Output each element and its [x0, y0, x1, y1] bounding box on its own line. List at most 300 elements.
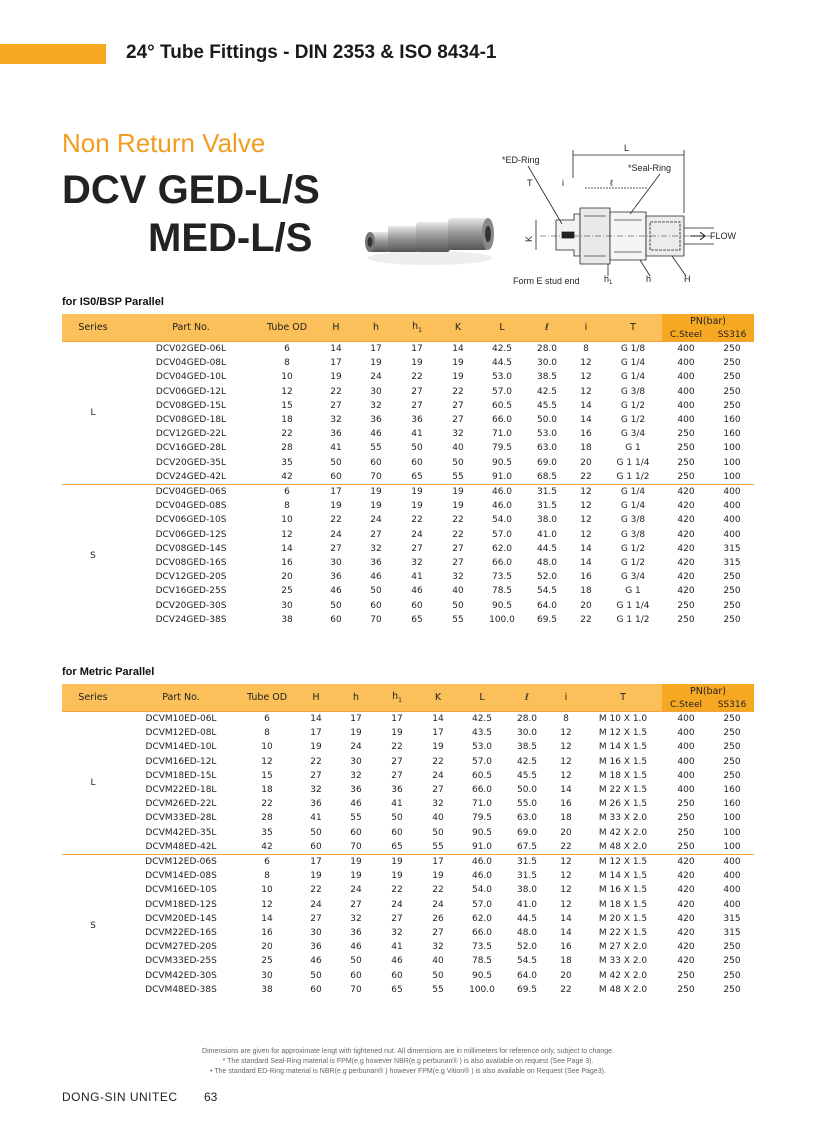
table-cell: 50	[310, 970, 322, 981]
dim-h: h	[646, 274, 652, 284]
table-cell: 100.0	[489, 614, 515, 625]
table-cell: 19	[396, 485, 438, 500]
table-cell: 53.0	[471, 742, 493, 753]
metric-section-title: for Metric Parallel	[62, 666, 155, 678]
table-cell: 100	[723, 813, 741, 824]
table-cell: 42	[261, 841, 273, 852]
table-cell: 42.5	[516, 756, 538, 767]
table-cell: 30	[261, 970, 273, 981]
column-header: i	[548, 684, 584, 712]
table-cell: 315	[723, 928, 741, 939]
table-cell: 36	[370, 558, 382, 569]
table-cell: 400	[677, 358, 695, 369]
table-cell: 43.5	[471, 728, 493, 739]
table-cell: 71.0	[471, 799, 493, 810]
table-cell: 38	[261, 984, 273, 995]
table-cell: 250	[723, 728, 741, 739]
table-cell: 10	[261, 885, 273, 896]
table-cell: 250	[723, 586, 741, 597]
table-cell: 54.5	[536, 586, 558, 597]
table-cell: G 1	[625, 586, 641, 597]
table-cell: 27	[432, 785, 444, 796]
page-header-title: 24° Tube Fittings - DIN 2353 & ISO 8434-1	[126, 42, 497, 63]
technical-drawing	[500, 138, 775, 293]
table-cell: M 18 X 1.5	[598, 770, 648, 781]
column-header: H	[296, 684, 336, 712]
footnote-ed-ring: • The standard ED-Ring material is NBR(e.g perbunan® ) however FPM(e.g Vition® ) is also available on Request (See Page3).	[210, 1068, 606, 1075]
table-cell: 400	[710, 855, 754, 870]
table-cell: 27	[452, 558, 464, 569]
table-cell: 40	[452, 586, 464, 597]
table-cell: 315	[723, 913, 741, 924]
table-cell: 90.5	[491, 457, 513, 468]
table-cell: 22	[330, 386, 342, 397]
table-cell: 315	[723, 543, 741, 554]
table-cell: 50	[452, 457, 464, 468]
table-cell: 400	[677, 372, 695, 383]
part-number-cell: DCVM27ED-20S	[145, 942, 217, 953]
table-cell: 12	[560, 770, 572, 781]
table-cell: 22	[411, 515, 423, 526]
table-cell: 18	[560, 813, 572, 824]
table-row	[62, 926, 754, 940]
part-number-cell: DCVM16ED-12L	[145, 756, 217, 767]
table-cell: M 16 X 1.5	[598, 756, 648, 767]
table-cell: 22	[330, 515, 342, 526]
table-cell: M 33 X 2.0	[598, 956, 648, 967]
table-cell: 19	[370, 358, 382, 369]
table-cell: 10	[281, 515, 293, 526]
table-cell: M 22 X 1.5	[598, 928, 648, 939]
table-cell: 20	[560, 970, 572, 981]
table-cell: 22	[391, 885, 403, 896]
table-cell: 250	[723, 956, 741, 967]
table-cell: 27	[411, 400, 423, 411]
table-row	[62, 499, 754, 513]
table-cell: M 26 X 1.5	[598, 799, 648, 810]
table-cell: 12	[560, 742, 572, 753]
table-cell: 315	[723, 558, 741, 569]
table-cell: 24	[432, 770, 444, 781]
table-cell: 42.5	[458, 712, 506, 727]
table-cell: 60	[330, 471, 342, 482]
table-cell: G 1/2	[620, 415, 646, 426]
table-cell: 17	[356, 342, 396, 357]
table-cell: 50	[330, 600, 342, 611]
column-header: T	[584, 684, 662, 712]
table-cell: 12	[548, 855, 584, 870]
column-header: h	[336, 684, 376, 712]
table-cell: 32	[432, 942, 444, 953]
pn-bar-header: PN(bar)	[662, 684, 754, 699]
column-header: Part No.	[124, 314, 258, 342]
table-cell: 50.0	[536, 415, 558, 426]
table-cell: 79.5	[491, 443, 513, 454]
table-cell: M 18 X 1.5	[598, 899, 648, 910]
table-cell: 36	[330, 572, 342, 583]
table-cell: 400	[677, 785, 695, 796]
table-cell: 420	[662, 485, 710, 500]
dim-L: L	[624, 143, 630, 153]
table-cell: 46	[411, 586, 423, 597]
table-cell: G 3/8	[620, 386, 646, 397]
part-number-cell: DCVM42ED-30S	[145, 970, 217, 981]
table-cell: M 20 X 1.5	[598, 913, 648, 924]
table-cell: 30	[330, 558, 342, 569]
part-number-cell: DCV04GED-10L	[155, 372, 227, 383]
table-cell: 250	[677, 813, 695, 824]
table-cell: 250	[723, 386, 741, 397]
part-number-cell: DCV08GED-14S	[155, 543, 227, 554]
table-cell: 79.5	[471, 813, 493, 824]
table-cell: 250	[677, 471, 695, 482]
table-cell: 32	[391, 928, 403, 939]
table-cell: 71.0	[491, 429, 513, 440]
table-cell: 62.0	[491, 543, 513, 554]
table-cell: 66.0	[471, 785, 493, 796]
table-cell: 17	[316, 485, 356, 500]
table-cell: 50	[432, 970, 444, 981]
table-cell: 10	[281, 372, 293, 383]
table-cell: 32	[432, 799, 444, 810]
table-cell: 17	[418, 855, 458, 870]
table-cell: 32	[310, 785, 322, 796]
table-cell: 55	[350, 813, 362, 824]
table-cell: 24	[391, 899, 403, 910]
iso-spec-table	[62, 314, 754, 627]
table-cell: 19	[356, 485, 396, 500]
table-cell: 22	[281, 429, 293, 440]
table-cell: 22	[261, 799, 273, 810]
table-cell: 35	[281, 457, 293, 468]
table-cell: 38.0	[516, 885, 538, 896]
series-cell: S	[62, 855, 124, 998]
table-cell: 250	[677, 457, 695, 468]
table-cell: 60	[310, 841, 322, 852]
table-cell: 420	[662, 855, 710, 870]
table-cell: 73.5	[491, 572, 513, 583]
series-cell: L	[62, 342, 124, 485]
table-cell: 420	[677, 928, 695, 939]
part-number-cell: DCV16GED-25S	[155, 586, 227, 597]
series-cell: L	[62, 712, 124, 855]
part-number-cell: DCV08GED-16S	[155, 558, 227, 569]
part-number-cell: DCVM14ED-10L	[145, 742, 217, 753]
table-cell: 32	[350, 770, 362, 781]
table-cell: 65	[411, 471, 423, 482]
table-cell: 19	[376, 855, 418, 870]
table-row	[62, 898, 754, 912]
table-cell: G 1	[625, 443, 641, 454]
table-cell: M 42 X 2.0	[598, 970, 648, 981]
table-cell: 36	[350, 785, 362, 796]
table-cell: 400	[677, 770, 695, 781]
table-cell: 24	[411, 529, 423, 540]
table-cell: 30	[281, 600, 293, 611]
table-cell: 60	[370, 457, 382, 468]
table-row	[62, 528, 754, 542]
table-cell: 22	[560, 841, 572, 852]
table-cell: 30.0	[536, 358, 558, 369]
part-number-cell: DCVM42ED-35L	[145, 827, 217, 838]
series-cell: S	[62, 485, 124, 628]
part-number-cell: DCVM20ED-14S	[145, 913, 217, 924]
table-cell: 60.5	[491, 400, 513, 411]
table-cell: 250	[677, 970, 695, 981]
table-cell: 63.0	[536, 443, 558, 454]
table-row	[62, 427, 754, 441]
material-header: C.Steel	[662, 699, 710, 712]
table-cell: 18	[580, 586, 592, 597]
table-row	[62, 342, 754, 357]
table-cell: 66.0	[471, 928, 493, 939]
table-cell: 12	[281, 529, 293, 540]
table-cell: 17	[296, 855, 336, 870]
part-number-cell: DCVM48ED-42L	[145, 841, 217, 852]
table-cell: 19	[391, 728, 403, 739]
table-cell: 400	[677, 400, 695, 411]
table-cell: 19	[411, 358, 423, 369]
table-cell: 19	[452, 501, 464, 512]
table-cell: 14	[296, 712, 336, 727]
table-cell: 30.0	[516, 728, 538, 739]
table-cell: 18	[580, 443, 592, 454]
table-cell: G 1 1/2	[616, 614, 650, 625]
table-cell: 46	[350, 942, 362, 953]
table-row	[62, 470, 754, 485]
table-cell: 45.5	[536, 400, 558, 411]
table-cell: 27	[432, 928, 444, 939]
table-cell: 48.0	[516, 928, 538, 939]
table-cell: 38	[281, 614, 293, 625]
table-cell: 28.0	[506, 712, 548, 727]
table-cell: 90.5	[471, 970, 493, 981]
table-cell: 22	[432, 885, 444, 896]
table-cell: G 1/4	[620, 372, 646, 383]
table-cell: 69.5	[516, 984, 538, 995]
table-cell: 22	[560, 984, 572, 995]
table-cell: 400	[662, 342, 710, 357]
column-header: Tube OD	[238, 684, 296, 712]
table-cell: 46.0	[478, 485, 526, 500]
table-cell: 28	[281, 443, 293, 454]
dim-h1: $h_1$	[604, 274, 613, 286]
table-cell: 64.0	[516, 970, 538, 981]
table-cell: 46	[391, 956, 403, 967]
table-row	[62, 755, 754, 769]
table-cell: 27	[310, 913, 322, 924]
table-cell: 50	[310, 827, 322, 838]
table-row	[62, 542, 754, 556]
table-row	[62, 613, 754, 627]
table-cell: 55	[370, 443, 382, 454]
table-cell: 19	[310, 742, 322, 753]
table-cell: 17	[396, 342, 438, 357]
column-header: T	[604, 314, 662, 342]
table-cell: 55	[432, 841, 444, 852]
table-cell: 12	[560, 871, 572, 882]
table-cell: 24	[310, 899, 322, 910]
table-cell: 52.0	[536, 572, 558, 583]
table-cell: 12	[281, 386, 293, 397]
product-photo	[360, 200, 500, 270]
table-cell: 12	[560, 756, 572, 767]
table-cell: 30	[370, 386, 382, 397]
table-cell: 60	[350, 970, 362, 981]
table-cell: 40	[432, 956, 444, 967]
column-header: ℓ	[506, 684, 548, 712]
table-cell: 25	[261, 956, 273, 967]
table-cell: 420	[677, 942, 695, 953]
part-number-cell: DCVM18ED-15L	[145, 770, 217, 781]
table-cell: 38.5	[516, 742, 538, 753]
table-cell: 50	[370, 586, 382, 597]
column-header: K	[438, 314, 478, 342]
table-cell: 24	[330, 529, 342, 540]
table-cell: 22	[411, 372, 423, 383]
table-cell: 78.5	[491, 586, 513, 597]
column-header: K	[418, 684, 458, 712]
table-cell: 250	[677, 600, 695, 611]
table-cell: 44.5	[536, 543, 558, 554]
table-cell: 12	[560, 899, 572, 910]
part-number-cell: DCVM22ED-18L	[145, 785, 217, 796]
table-cell: 19	[438, 485, 478, 500]
table-row	[62, 855, 754, 870]
table-cell: 46	[330, 586, 342, 597]
table-cell: 14	[438, 342, 478, 357]
table-cell: 16	[560, 942, 572, 953]
table-cell: 36	[370, 415, 382, 426]
table-cell: 8	[568, 342, 604, 357]
table-cell: 250	[723, 984, 741, 995]
table-cell: 27	[452, 415, 464, 426]
table-cell: 27	[370, 529, 382, 540]
part-number-cell: DCV12GED-20S	[155, 572, 227, 583]
table-cell: M 22 X 1.5	[598, 785, 648, 796]
table-cell: 30	[350, 756, 362, 767]
product-model-line2: MED-L/S	[148, 216, 313, 260]
table-cell: 8	[548, 712, 584, 727]
table-cell: 22	[310, 756, 322, 767]
dim-l: ℓ	[610, 178, 613, 188]
table-cell: 160	[723, 415, 741, 426]
table-cell: 250	[677, 799, 695, 810]
table-cell: G 1/2	[620, 543, 646, 554]
table-cell: 14	[580, 558, 592, 569]
table-row	[62, 769, 754, 783]
table-cell: 46	[350, 799, 362, 810]
table-cell: 22	[310, 885, 322, 896]
table-cell: 420	[677, 885, 695, 896]
table-cell: 15	[281, 400, 293, 411]
table-cell: 400	[677, 742, 695, 753]
table-cell: 12	[580, 358, 592, 369]
table-cell: 60	[411, 600, 423, 611]
table-cell: 6	[258, 342, 316, 357]
table-row	[62, 513, 754, 527]
table-cell: 12	[580, 515, 592, 526]
table-cell: G 1 1/2	[616, 471, 650, 482]
table-cell: 50	[432, 827, 444, 838]
table-cell: 20	[580, 600, 592, 611]
table-row	[62, 413, 754, 427]
table-cell: 16	[580, 429, 592, 440]
table-cell: 22	[580, 471, 592, 482]
table-cell: 42.5	[478, 342, 526, 357]
table-cell: 46.0	[458, 855, 506, 870]
table-cell: 28.0	[526, 342, 568, 357]
table-cell: 57.0	[491, 386, 513, 397]
footnote-seal-ring: * The standard Seal-Ring material is FPM(e.g however NBR(e.g perbunan® ) is also available on request (See Page 3).	[222, 1058, 594, 1065]
table-cell: 66.0	[491, 415, 513, 426]
table-cell: 250	[723, 358, 741, 369]
table-cell: 41	[310, 813, 322, 824]
table-cell: 63.0	[516, 813, 538, 824]
column-header: L	[478, 314, 526, 342]
product-model-line1: DCV GED-L/S	[62, 168, 320, 212]
table-cell: 90.5	[491, 600, 513, 611]
table-cell: 69.5	[536, 614, 558, 625]
stud-end-label: Form E stud end	[513, 276, 580, 286]
table-row	[62, 869, 754, 883]
table-cell: 31.5	[506, 855, 548, 870]
footer-brand: DONG-SIN UNITEC	[62, 1090, 178, 1104]
table-cell: 250	[723, 970, 741, 981]
table-row	[62, 399, 754, 413]
metric-spec-table	[62, 684, 754, 997]
table-cell: G 3/8	[620, 529, 646, 540]
part-number-cell: DCV02GED-06L	[124, 342, 258, 357]
table-cell: 28	[261, 813, 273, 824]
table-cell: 250	[677, 827, 695, 838]
column-header: Series	[62, 684, 124, 712]
table-cell: 46	[370, 572, 382, 583]
table-cell: 38.0	[536, 515, 558, 526]
table-cell: M 33 X 2.0	[598, 813, 648, 824]
table-cell: 46.0	[491, 501, 513, 512]
table-cell: 48.0	[536, 558, 558, 569]
table-cell: 400	[677, 386, 695, 397]
table-cell: 52.0	[516, 942, 538, 953]
part-number-cell: DCV06GED-12L	[155, 386, 227, 397]
table-cell: 68.5	[536, 471, 558, 482]
table-cell: 8	[264, 871, 270, 882]
table-cell: 14	[560, 928, 572, 939]
table-cell: 55.0	[516, 799, 538, 810]
table-cell: 160	[723, 785, 741, 796]
table-cell: 46.0	[471, 871, 493, 882]
table-cell: 32	[452, 429, 464, 440]
part-number-cell: DCVM33ED-28L	[145, 813, 217, 824]
table-cell: 160	[723, 429, 741, 440]
pn-bar-header: PN(bar)	[662, 314, 754, 329]
table-cell: 420	[677, 501, 695, 512]
table-cell: 12	[568, 485, 604, 500]
table-row	[62, 740, 754, 754]
material-header: SS316	[710, 699, 754, 712]
table-cell: 250	[677, 841, 695, 852]
table-cell: 6	[238, 855, 296, 870]
table-cell: 67.5	[516, 841, 538, 852]
column-header: $h_1$	[376, 684, 418, 712]
table-cell: 36	[310, 799, 322, 810]
table-cell: 250	[723, 756, 741, 767]
table-cell: 19	[350, 728, 362, 739]
table-cell: 60	[391, 827, 403, 838]
material-header: C.Steel	[662, 329, 710, 342]
table-cell: 27	[330, 543, 342, 554]
